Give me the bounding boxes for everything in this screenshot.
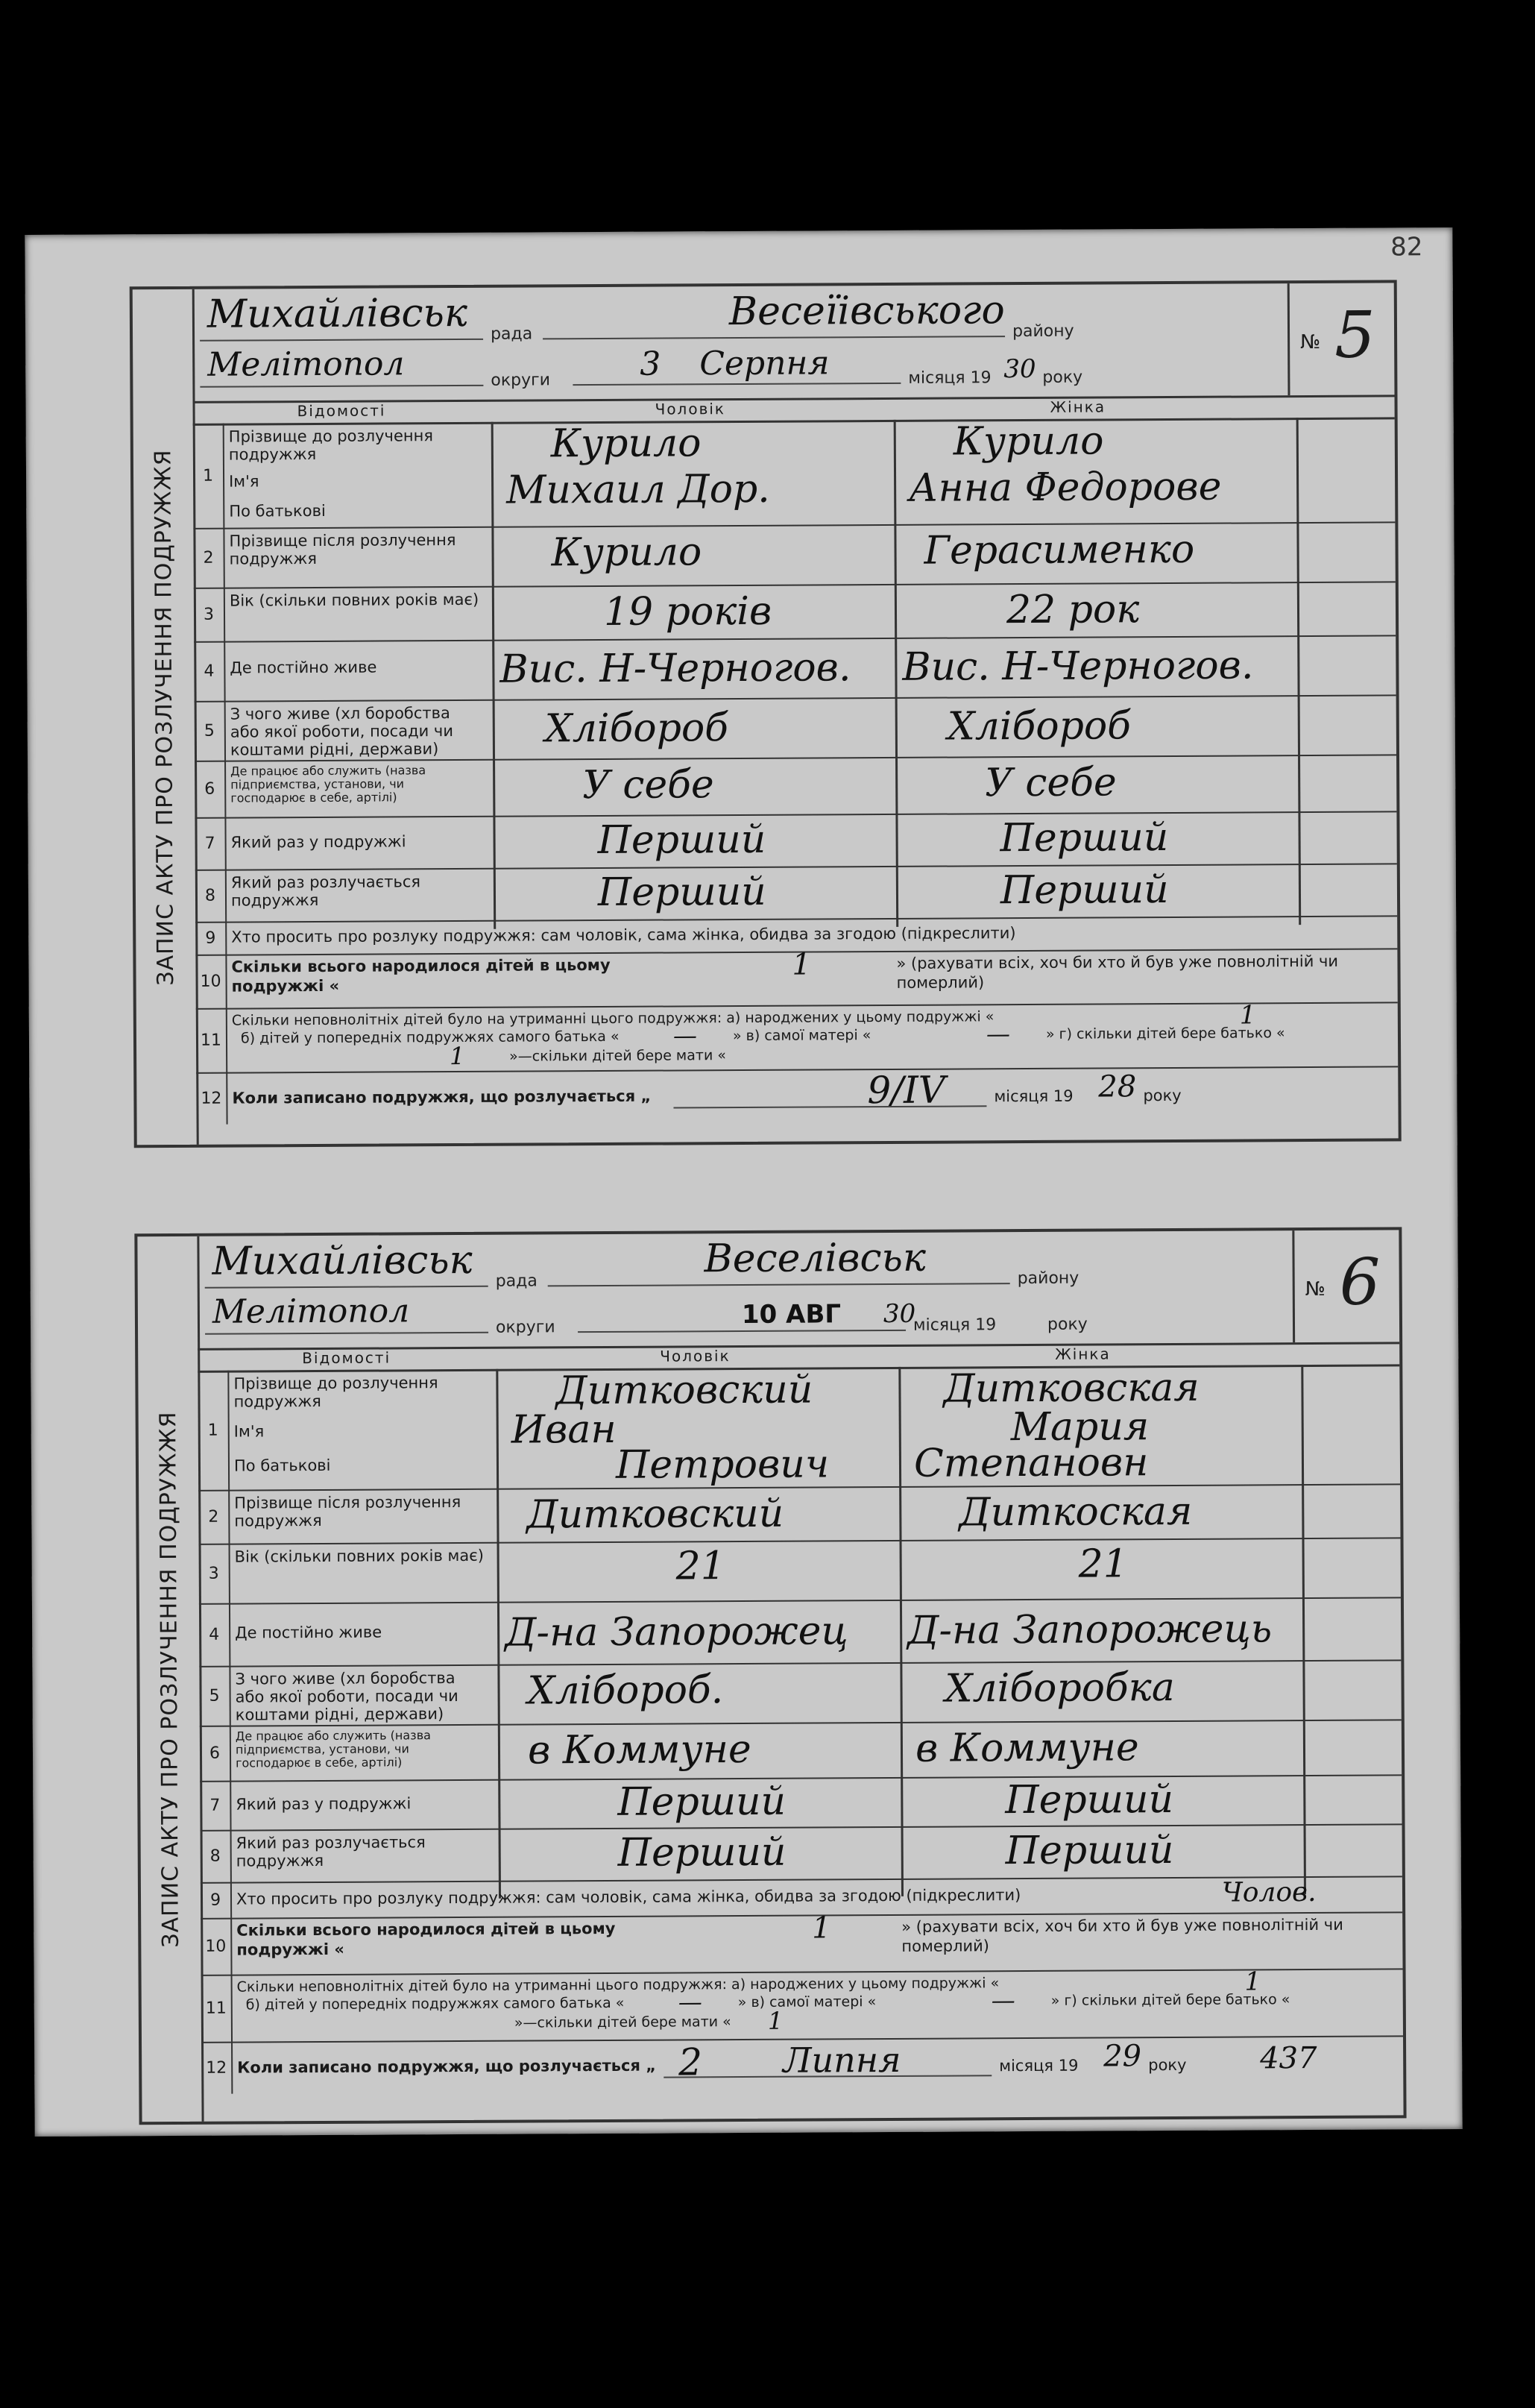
row-number: 9 bbox=[195, 922, 227, 955]
okrugy-label: округи bbox=[491, 371, 551, 390]
row-label: Скільки неповнолітніх дітей було на утриманні цього подружжя: а) народжених у цьому подружжі « bbox=[236, 1975, 1000, 1996]
record-number: 5 bbox=[1334, 298, 1376, 373]
record-number: 6 bbox=[1339, 1245, 1381, 1320]
misyatsya-label: місяця 19 bbox=[913, 1315, 997, 1335]
row-label: Де працює або служить (назва підприємства, установи, чи господарює в себе, артілі) bbox=[235, 1728, 431, 1770]
row-number: 11 bbox=[201, 1975, 233, 2042]
row-number: 11 bbox=[196, 1008, 227, 1072]
children-father-value: — bbox=[672, 1021, 698, 1050]
rayon-label: району bbox=[1017, 1269, 1079, 1289]
husband-surname-after: Курило bbox=[551, 529, 702, 576]
row-label: Хто просить про розлуку подружжя: сам чоловік, сама жінка, обидва за згодою (підкреслити) bbox=[231, 924, 1016, 946]
row-number: 10 bbox=[201, 1918, 232, 1975]
row-label: Вік (скільки повних років має) bbox=[234, 1546, 484, 1566]
row-registration-date bbox=[201, 2035, 1403, 2093]
row-number: 3 bbox=[199, 1544, 230, 1603]
wife-workplace: в Коммуне bbox=[915, 1725, 1139, 1771]
row-label: Який раз розлучається подружжя bbox=[236, 1833, 426, 1870]
col-cholovik: Чоловік bbox=[660, 1347, 731, 1365]
col-cholovik: Чоловік bbox=[655, 400, 726, 418]
date-day: 3 bbox=[640, 345, 661, 383]
row-label: Який раз у подружжі bbox=[236, 1794, 412, 1814]
row-label: Де працює або служить (назва підприємства, установи, чи господарює в себе, артілі) bbox=[230, 763, 426, 805]
record-number-box bbox=[1287, 283, 1395, 395]
rada-value: Михайлівськ bbox=[207, 290, 468, 337]
wife-age: 22 рок bbox=[1006, 587, 1140, 633]
number-label: № bbox=[1300, 330, 1321, 354]
registration-year: 28 bbox=[1098, 1069, 1137, 1104]
record-number-box bbox=[1292, 1230, 1399, 1342]
okrugy-value: Мелітопол bbox=[207, 345, 405, 384]
number-label: № bbox=[1305, 1277, 1326, 1301]
row-names bbox=[193, 417, 1396, 529]
wife-marriage-count: Перший bbox=[1005, 1776, 1174, 1823]
row-number: 5 bbox=[195, 701, 226, 761]
row-number: 4 bbox=[194, 641, 225, 701]
sidebar-title: ЗАПИС АКТУ ПРО РОЗЛУЧЕННЯ ПОДРУЖЖЯ bbox=[150, 448, 180, 986]
husband-divorce-count: Перший bbox=[617, 1829, 787, 1876]
row-label-b: б) дітей у попередніх подружжях самого батька « bbox=[245, 1994, 625, 2014]
husband-age: 19 років bbox=[603, 588, 772, 635]
husband-residence: Д-на Запорожец bbox=[505, 1609, 848, 1656]
row-registration-date bbox=[196, 1066, 1398, 1124]
husband-occupation: Хлібороб bbox=[544, 705, 729, 752]
registration-month: Липня bbox=[783, 2039, 901, 2081]
row-minor-children bbox=[201, 1968, 1403, 2043]
row-surname-after bbox=[198, 1483, 1400, 1544]
row-label: Скільки неповнолітніх дітей було на утриманні цього подружжя: а) народжених у цьому подружжі « bbox=[231, 1008, 995, 1029]
wife-surname-after: Герасименко bbox=[924, 526, 1195, 573]
husband-workplace: У себе bbox=[582, 762, 714, 808]
col-zhinka: Жінка bbox=[1050, 397, 1106, 416]
row-label: З чого живе (хл боробства або якої роботи, посади чи коштами рідні, держави) bbox=[230, 704, 454, 759]
wife-residence: Вис. Н-Черногов. bbox=[902, 643, 1254, 690]
row-number: 6 bbox=[200, 1726, 231, 1781]
row-number: 8 bbox=[195, 870, 227, 922]
row-marriage-count bbox=[200, 1774, 1402, 1831]
row-number: 1 bbox=[193, 424, 225, 528]
row-marriage-count bbox=[195, 811, 1396, 870]
husband-marriage-count: Перший bbox=[617, 1779, 787, 1825]
row-label: Прізвище до розлучення подружжя bbox=[233, 1374, 438, 1411]
row-divorce-count bbox=[201, 1823, 1402, 1883]
takes-father-value: 1 bbox=[450, 1041, 465, 1071]
husband-surname: Дитковский bbox=[555, 1367, 813, 1414]
wife-name: Мария bbox=[1010, 1404, 1150, 1450]
rayon-value: Веселівськ bbox=[704, 1235, 927, 1282]
roku-label: року bbox=[1047, 1315, 1088, 1334]
okrugy-label: округи bbox=[495, 1318, 555, 1337]
misyatsya-label: місяця 19 bbox=[908, 368, 992, 388]
col-zhinka: Жінка bbox=[1055, 1345, 1111, 1363]
wife-age: 21 bbox=[1078, 1541, 1129, 1587]
wife-surname: Курило bbox=[953, 418, 1104, 465]
husband-marriage-count: Перший bbox=[597, 817, 766, 864]
sidebar-title: ЗАПИС АКТУ ПРО РОЗЛУЧЕННЯ ПОДРУЖЖЯ bbox=[155, 1410, 184, 1948]
col-vidomosti: Відомості bbox=[302, 1348, 391, 1368]
row-number: 6 bbox=[195, 761, 226, 817]
rayon-label: району bbox=[1012, 321, 1074, 342]
row-label: Скільки всього народилося дітей в цьому подружжі « bbox=[231, 955, 611, 996]
wife-residence: Д-на Запорожець bbox=[907, 1606, 1273, 1653]
row-residence bbox=[194, 635, 1396, 702]
wife-workplace: У себе bbox=[985, 760, 1117, 806]
form-sidebar bbox=[137, 1236, 204, 2122]
record-table bbox=[193, 394, 1399, 1144]
wife-surname: Дитковская bbox=[943, 1365, 1200, 1412]
row-number: 7 bbox=[195, 817, 226, 870]
row-number: 5 bbox=[199, 1666, 230, 1726]
row-label: Коли записано подружжя, що розлучається „ bbox=[232, 1087, 652, 1107]
row-residence bbox=[199, 1597, 1401, 1667]
row-label-c: » в) самої матері « bbox=[732, 1027, 871, 1045]
divorce-record-form-6 bbox=[134, 1227, 1406, 2125]
wife-occupation: Хліборобка bbox=[945, 1664, 1175, 1711]
corner-page-note: 82 bbox=[1390, 232, 1423, 263]
record-table bbox=[198, 1342, 1403, 2121]
wife-surname-after: Диткоская bbox=[959, 1489, 1193, 1535]
row-number: 9 bbox=[201, 1882, 232, 1918]
registration-month: 9/IV bbox=[867, 1068, 946, 1113]
row-label: Хто просить про розлуку подружжя: сам чоловік, сама жінка, обидва за згодою (підкреслити) bbox=[236, 1886, 1021, 1908]
husband-surname: Курило bbox=[550, 421, 702, 467]
children-here-value: 1 bbox=[1239, 1000, 1256, 1031]
row-label: Прізвище після розлучення подружжя bbox=[234, 1492, 461, 1530]
wife-patronymic: Степановн bbox=[913, 1440, 1149, 1486]
rada-label: рада bbox=[490, 324, 533, 344]
registration-year: 29 bbox=[1103, 2039, 1142, 2074]
husband-occupation: Хлібороб. bbox=[527, 1667, 724, 1714]
row-label-d: » г) скільки дітей бере батько « bbox=[1045, 1025, 1285, 1043]
row-surname-after bbox=[193, 521, 1395, 588]
row-number: 2 bbox=[198, 1490, 230, 1544]
row-income bbox=[199, 1659, 1401, 1726]
form-sidebar bbox=[133, 289, 199, 1145]
year-suffix: 30 bbox=[883, 1298, 916, 1330]
row-label: З чого живе (хл боробства або якої роботи, посади чи коштами рідні, держави) bbox=[235, 1669, 458, 1724]
children-father-value: — bbox=[678, 1987, 702, 2016]
form-header bbox=[197, 1230, 1399, 1350]
children-mother-value: — bbox=[986, 1019, 1011, 1049]
row-number: 2 bbox=[193, 528, 224, 588]
children-here-value: 1 bbox=[1244, 1967, 1261, 1997]
row-label: Який раз розлучається подружжя bbox=[230, 873, 421, 910]
registration-month-label: місяця 19 bbox=[999, 2056, 1079, 2075]
wife-divorce-count: Перший bbox=[1000, 867, 1169, 914]
row-label-patronymic: По батькові bbox=[233, 1456, 331, 1475]
form-header bbox=[192, 283, 1395, 403]
margin-note: 437 bbox=[1260, 2040, 1317, 2076]
wife-name: Анна Федорове bbox=[908, 464, 1222, 511]
husband-patronymic: Петрович bbox=[615, 1442, 830, 1488]
row-label: Де постійно живе bbox=[230, 658, 377, 677]
takes-mother-value: 1 bbox=[767, 2006, 784, 2035]
children-mother-value: — bbox=[991, 1986, 1015, 2015]
husband-name: Иван bbox=[511, 1406, 617, 1453]
divorce-record-form-5 bbox=[130, 280, 1402, 1148]
row-label-name: Ім'я bbox=[229, 472, 259, 491]
row-label-e: »—скільки дітей бере мати « bbox=[509, 1047, 727, 1065]
row-number: 8 bbox=[201, 1830, 232, 1882]
row-label-patronymic: По батькові bbox=[229, 501, 326, 521]
col-vidomosti: Відомості bbox=[297, 401, 386, 421]
rada-label: рада bbox=[495, 1271, 538, 1291]
row-number: 7 bbox=[200, 1781, 231, 1830]
date-stamp: 10 АВГ bbox=[741, 1299, 842, 1330]
row-number: 12 bbox=[201, 2042, 233, 2094]
row-label-name: Ім'я bbox=[233, 1422, 265, 1441]
row-names bbox=[198, 1364, 1400, 1491]
rada-value: Михайлівськ bbox=[212, 1237, 473, 1284]
row-label-continued: » (рахувати всіх, хоч би хто й був уже повнолітній чи померлий) bbox=[901, 1915, 1343, 1955]
row-label-b: б) дітей у попередніх подружжях самого батька « bbox=[240, 1028, 620, 1047]
row-number: 12 bbox=[196, 1072, 227, 1125]
husband-divorce-count: Перший bbox=[597, 869, 766, 916]
row-number: 1 bbox=[198, 1371, 230, 1490]
document-page bbox=[25, 227, 1462, 2137]
children-total-value: 1 bbox=[812, 1911, 831, 1946]
row-number: 3 bbox=[194, 588, 225, 641]
who-requests-value: Чолов. bbox=[1221, 1876, 1317, 1908]
row-divorce-count bbox=[195, 863, 1397, 922]
row-label-e: »—скільки дітей бере мати « bbox=[514, 2014, 731, 2031]
registration-year-label: року bbox=[1148, 2055, 1187, 2075]
wife-occupation: Хлібороб bbox=[947, 703, 1132, 749]
row-income bbox=[195, 694, 1396, 761]
row-label: Скільки всього народилося дітей в цьому подружжі « bbox=[236, 1919, 616, 1959]
children-total-value: 1 bbox=[792, 947, 812, 982]
row-number: 4 bbox=[199, 1603, 230, 1666]
rayon-value: Весеїівського bbox=[728, 288, 1005, 335]
row-label-d: » г) скільки дітей бере батько « bbox=[1050, 1991, 1290, 2009]
husband-residence: Вис. Н-Черногов. bbox=[499, 645, 851, 692]
row-workplace bbox=[200, 1719, 1402, 1782]
registration-year-label: року bbox=[1143, 1086, 1182, 1105]
husband-surname-after: Дитковский bbox=[526, 1491, 784, 1538]
wife-divorce-count: Перший bbox=[1005, 1827, 1174, 1874]
row-workplace bbox=[195, 754, 1396, 818]
row-label: Де постійно живе bbox=[235, 1623, 382, 1642]
row-age bbox=[199, 1537, 1401, 1604]
row-children-total bbox=[195, 948, 1397, 1009]
registration-day: 2 bbox=[678, 2040, 703, 2084]
row-number: 10 bbox=[195, 955, 227, 1008]
row-label: Який раз у подружжі bbox=[230, 832, 406, 852]
row-minor-children bbox=[196, 1002, 1398, 1073]
husband-name: Михаил Дор. bbox=[505, 466, 770, 513]
husband-workplace: в Коммуне bbox=[527, 1726, 751, 1773]
wife-marriage-count: Перший bbox=[1000, 815, 1169, 861]
row-label: Коли записано подружжя, що розлучається „ bbox=[237, 2056, 657, 2077]
okrugy-value: Мелітопол bbox=[212, 1292, 410, 1331]
year-suffix: 30 bbox=[1003, 353, 1036, 385]
row-label: Прізвище до розлучення подружжя bbox=[228, 427, 434, 464]
row-label: Вік (скільки повних років має) bbox=[229, 590, 479, 610]
husband-age: 21 bbox=[675, 1544, 726, 1589]
row-label: Прізвище після розлучення подружжя bbox=[229, 531, 456, 568]
row-age bbox=[194, 581, 1396, 642]
row-children-total bbox=[201, 1911, 1402, 1975]
roku-label: року bbox=[1042, 368, 1083, 387]
registration-month-label: місяця 19 bbox=[994, 1087, 1074, 1106]
date-month: Серпня bbox=[699, 344, 830, 383]
row-label-continued: » (рахувати всіх, хоч би хто й був уже повнолітній чи померлий) bbox=[896, 952, 1339, 992]
row-label-c: » в) самої матері « bbox=[737, 1993, 877, 2011]
